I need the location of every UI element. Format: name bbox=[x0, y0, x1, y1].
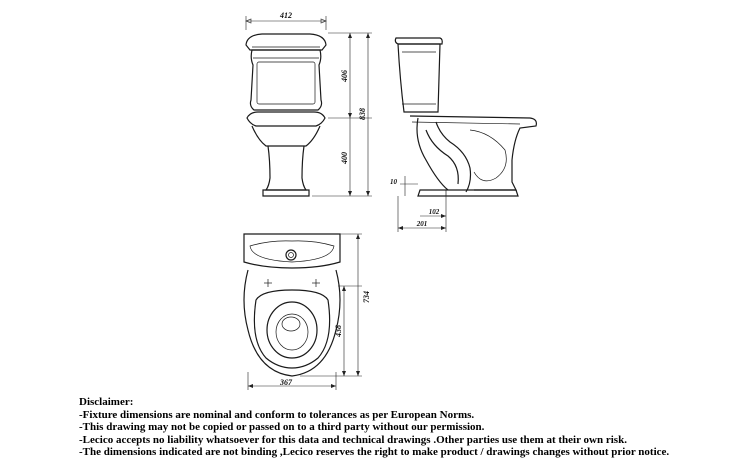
top-view bbox=[244, 234, 340, 376]
disclaimer-title: Disclaimer: bbox=[79, 396, 134, 408]
disclaimer-line-4: -The dimensions indicated are not binding ,Lecico reserves the right to make product / drawings changes without prior notice. bbox=[79, 446, 670, 459]
disclaimer-line-1: -Fixture dimensions are nominal and conform to tolerances as per European Norms. bbox=[79, 408, 475, 421]
dim-side-small: 10 bbox=[390, 178, 397, 186]
front-pan-rim bbox=[247, 112, 325, 126]
front-cistern-lid bbox=[246, 34, 326, 50]
side-cistern-lid bbox=[395, 38, 442, 44]
front-cistern-body bbox=[250, 50, 321, 110]
front-view bbox=[246, 34, 326, 196]
disclaimer-block bbox=[79, 396, 739, 459]
side-view bbox=[395, 38, 536, 196]
dim-cistern-height: 406 bbox=[340, 70, 349, 82]
front-pedestal bbox=[266, 146, 306, 190]
dim-side-depth: 201 bbox=[416, 220, 428, 228]
disclaimer-line-3: -Lecico accepts no liability whatsoever for this data and technical drawings .Other parties use them at their own risk. bbox=[79, 433, 627, 446]
dim-top-width: 367 bbox=[280, 378, 292, 387]
bolt-markers bbox=[264, 279, 320, 287]
dim-total-height: 838 bbox=[358, 108, 367, 120]
side-dimensions bbox=[390, 176, 446, 232]
flush-button-icon bbox=[286, 250, 296, 260]
side-trapway bbox=[417, 118, 448, 190]
top-pan-outline bbox=[244, 270, 340, 376]
top-dimensions bbox=[248, 234, 371, 390]
dim-pan-height: 400 bbox=[340, 152, 349, 164]
dim-front-width: 412 bbox=[280, 11, 292, 20]
front-dimensions bbox=[246, 11, 372, 196]
disclaimer-line-2: -This drawing may not be copied or passed on to a third party without our permission. bbox=[79, 421, 485, 434]
side-pan-bowl bbox=[410, 116, 536, 190]
dim-top-seat: 438 bbox=[334, 325, 343, 337]
side-cistern bbox=[398, 44, 440, 112]
top-cistern bbox=[244, 234, 340, 268]
dim-top-length: 734 bbox=[362, 291, 371, 303]
dim-side-outlet: 102 bbox=[428, 208, 440, 216]
